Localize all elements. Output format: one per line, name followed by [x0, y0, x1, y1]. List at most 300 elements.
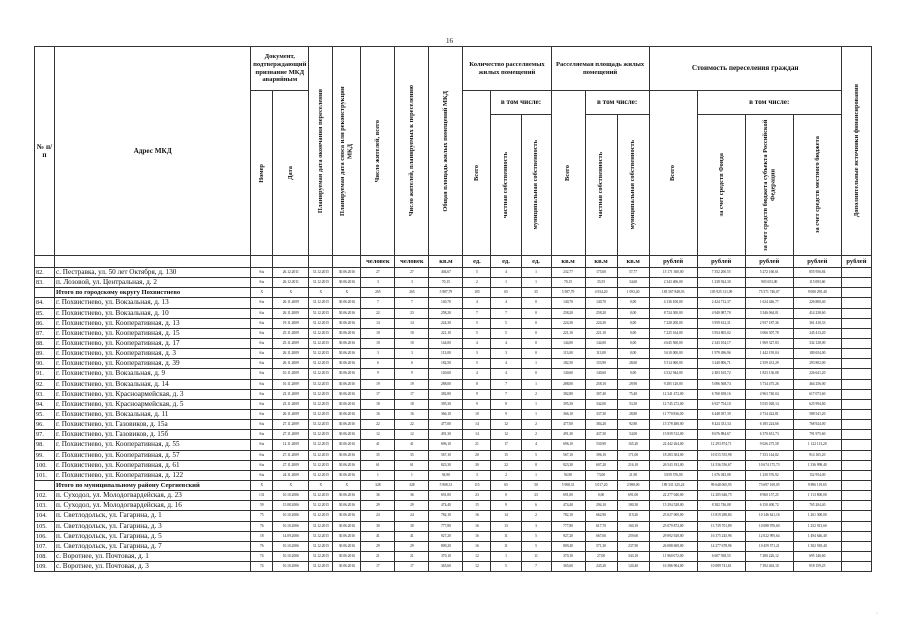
cell-sm: 0,00 [617, 349, 649, 359]
cell-t: 18 283 304,00 [649, 450, 697, 460]
cell-cm: 5 [521, 541, 551, 551]
cell-rp: 17 [395, 389, 429, 399]
cell-date: 26.11.2009 [273, 409, 309, 419]
cell-s: 395,30 [551, 399, 585, 409]
cell-dem: 30.06.2016 [333, 308, 361, 318]
cell-sp: 530,90 [585, 440, 617, 450]
cell-r: 27 [361, 268, 395, 278]
table-row [35, 379, 872, 389]
cell-s: 823,30 [551, 460, 585, 470]
cell-dem: 30.06.2016 [333, 562, 361, 572]
cell-sp: 571,30 [585, 541, 617, 551]
cell-sp: 294,10 [585, 501, 617, 511]
cell-n: 97. [35, 430, 55, 440]
cell-n: 103. [35, 501, 55, 511]
cell-e [841, 399, 871, 409]
unit-cell: рублей [841, 256, 871, 268]
cell-n [35, 288, 55, 298]
cell-e [841, 430, 871, 440]
cell-date: 10.10.2006 [273, 511, 309, 521]
cell-c: 4 [463, 298, 491, 308]
cell-e [841, 369, 871, 379]
cell-l: 414 238,60 [793, 308, 841, 318]
cell-date: 24.11.2009 [273, 470, 309, 480]
cell-a: 691,00 [429, 491, 463, 501]
cell-c: 5 [463, 318, 491, 328]
cell-addr: г. Похвистнево, ул. Кооперативная, д. 57 [55, 450, 251, 460]
cell-dem: 30.06.2016 [333, 420, 361, 430]
cell-sm: 0,00 [617, 369, 649, 379]
cell-rp: 12 [395, 430, 429, 440]
cell-rg: 903 653,00 [745, 278, 793, 288]
cell-l: 332 128,00 [793, 338, 841, 348]
cell-l: 226 641,20 [793, 369, 841, 379]
cell-t: 26 088 608,00 [649, 541, 697, 551]
cell-doc: б/н [251, 460, 273, 470]
cell-cm: 1 [521, 379, 551, 389]
cell-t: 15 171 300,00 [649, 268, 697, 278]
cell-sp: 224,30 [585, 318, 617, 328]
cell-cp: 22 [491, 460, 521, 470]
cell-addr: п. Светлодольск, ул. Гагарина, д. 1 [55, 511, 251, 521]
cell-t: 7 228 200,00 [649, 318, 697, 328]
header-doc-date: Дата [273, 91, 309, 256]
cell-n: 89. [35, 349, 55, 359]
cell-cp: 2 [491, 470, 521, 480]
cell-rp: 10 [395, 328, 429, 338]
cell-end: 31.12.2015 [309, 551, 333, 561]
cell-a: 370,10 [429, 551, 463, 561]
cell-f: 105 925 311,09 [697, 288, 745, 298]
cell-rp: 29 [395, 501, 429, 511]
cell-c: 20 [463, 450, 491, 460]
cell-sm: 343,10 [617, 551, 649, 561]
cell-n: 93. [35, 389, 55, 399]
cell-rg: 7 392 463,10 [745, 562, 793, 572]
cell-cm: 6 [521, 501, 551, 511]
cell-l: 765 204,40 [793, 501, 841, 511]
cell-c: 10 [463, 409, 491, 419]
header-address: Адрес МКД [55, 47, 251, 256]
header-document: Документ, подтверждающий признание МКД аварийным [251, 47, 309, 91]
cell-rg: 5 272 160,61 [745, 268, 793, 278]
cell-addr: г. Похвистнево, ул. Вокзальная, д. 14 [55, 379, 251, 389]
cell-cp: 14 [491, 511, 521, 521]
cell-rg: 5 035 028,14 [745, 399, 793, 409]
cell-l: 293 802,00 [793, 359, 841, 369]
cell-sp: 337,30 [585, 409, 617, 419]
cell-cp: 0 [491, 491, 521, 501]
cell-addr: г. Похвистнево, ул. Кооперативная, д. 15 [55, 328, 251, 338]
cell-end: 31.12.2015 [309, 470, 333, 480]
cell-a: 140,70 [429, 298, 463, 308]
cell-date: 27.11.2009 [273, 420, 309, 430]
cell-c: 9 [463, 389, 491, 399]
cell-l: 1 261 300,00 [793, 511, 841, 521]
units-row [35, 256, 872, 268]
cell-a: 777,80 [429, 521, 463, 531]
cell-cm: 1 [521, 470, 551, 480]
cell-rp: 9 [395, 369, 429, 379]
cell-date: X [273, 480, 309, 490]
cell-dem: 30.06.2016 [333, 349, 361, 359]
cell-cm: 4 [521, 440, 551, 450]
cell-sm: 29,90 [617, 379, 649, 389]
cell-c: 5 [463, 268, 491, 278]
cell-l: 791 975,60 [793, 430, 841, 440]
cell-dem: 30.06.2016 [333, 318, 361, 328]
cell-e [841, 521, 871, 531]
cell-s: 927,20 [551, 531, 585, 541]
table-row [35, 399, 872, 409]
cell-end: 31.12.2015 [309, 450, 333, 460]
cell-end: 31.12.2015 [309, 562, 333, 572]
cell-cm: 50 [521, 480, 551, 490]
cell-a: 809,20 [429, 541, 463, 551]
cell-r: 16 [361, 409, 395, 419]
cell-l: 9 896 119,65 [793, 480, 841, 490]
cell-c: 30 [463, 460, 491, 470]
cell-cp: 65 [491, 288, 521, 298]
cell-doc: б/н [251, 328, 273, 338]
header-area-private: частная собственность [585, 115, 617, 256]
cell-doc: б/н [251, 349, 273, 359]
cell-cm: 5 [521, 450, 551, 460]
unit-cell: рублей [793, 256, 841, 268]
cell-date: 10.10.2006 [273, 551, 309, 561]
cell-doc: б/н [251, 430, 273, 440]
cell-a: 113,00 [429, 349, 463, 359]
cell-r: 22 [361, 308, 395, 318]
table-row [35, 359, 872, 369]
cell-c: 16 [463, 511, 491, 521]
cell-dem: 30.06.2016 [333, 359, 361, 369]
cell-cm: 7 [521, 562, 551, 572]
cell-addr: г. Похвистнево, ул. Кооперативная, д. 39 [55, 359, 251, 369]
cell-addr: г. Похвистнево, ул. Кооперативная, д. 13 [55, 318, 251, 328]
cell-end: 31.12.2015 [309, 531, 333, 541]
cell-t: 4 532 944,00 [649, 369, 697, 379]
cell-cm: 2 [521, 430, 551, 440]
cell-c: 23 [463, 491, 491, 501]
cell-sm: 165,20 [617, 440, 649, 450]
cell-rp: 19 [395, 379, 429, 389]
table-row [35, 308, 872, 318]
table-row [35, 318, 872, 328]
cell-c: 16 [463, 531, 491, 541]
cell-s: 182,50 [551, 359, 585, 369]
cell-addr: п. Суходол, ул. Молодогвардейская, д. 16 [55, 501, 251, 511]
cell-a: 140,60 [429, 369, 463, 379]
cell-l: 918 159,25 [793, 562, 841, 572]
header-cost-regional: за счет средств бюджета субъекта Российской Федерации [745, 115, 793, 256]
header-planned-end: Планируемая дата окончания переселения [309, 47, 333, 256]
cell-l: 180 654,00 [793, 349, 841, 359]
header-cost-total: Всего [649, 91, 697, 256]
cell-e [841, 298, 871, 308]
cell-s: 140,70 [551, 298, 585, 308]
cell-rg: 73 697 169,05 [745, 480, 793, 490]
unit-cell: кв.м [617, 256, 649, 268]
cell-end: 31.12.2015 [309, 359, 333, 369]
table-row [35, 338, 872, 348]
cell-t: 22 442 264,00 [649, 440, 697, 450]
cell-dem: 30.06.2016 [333, 440, 361, 450]
cell-doc: 131 [251, 491, 273, 501]
cell-sm: 53,30 [617, 399, 649, 409]
cell-n: 83. [35, 278, 55, 288]
cell-date: 25.11.2009 [273, 328, 309, 338]
cell-sm: 75,40 [617, 389, 649, 399]
cell-cm: 11 [521, 551, 551, 561]
cell-date: 10.11.2009 [273, 369, 309, 379]
cell-rp: 17 [395, 562, 429, 572]
cell-s: 365,60 [551, 562, 585, 572]
table-row [35, 470, 872, 480]
cell-sp: 3 017,20 [585, 480, 617, 490]
cell-cm: 2 [521, 389, 551, 399]
cell-s: 258,20 [551, 308, 585, 318]
cell-e [841, 338, 871, 348]
cell-sm: 120,40 [617, 562, 649, 572]
cell-s: 221,10 [551, 328, 585, 338]
cell-f: 3 954 805,02 [697, 328, 745, 338]
header-cost-local: за счет средств местного бюджета [793, 115, 841, 256]
cell-s: 140,60 [551, 369, 585, 379]
cell-date: 26.11.2009 [273, 349, 309, 359]
table-row [35, 420, 872, 430]
header-extra: Дополнительные источники финансирования [841, 47, 871, 256]
cell-e [841, 470, 871, 480]
cell-rg: 9 026 275,58 [745, 440, 793, 450]
cell-end: 31.12.2015 [309, 420, 333, 430]
cell-n [35, 480, 55, 490]
cell-doc: б/н [251, 450, 273, 460]
cell-sp: 4 934,20 [585, 288, 617, 298]
cell-rp: 29 [395, 541, 429, 551]
cell-cp: 9 [491, 501, 521, 511]
cell-addr: с. Воротнее, ул. Почтовая, д. 1 [55, 551, 251, 561]
cell-f: 3 240 806,71 [697, 359, 745, 369]
cell-rg: 2 937 187,36 [745, 318, 793, 328]
cell-cm: 2 [521, 511, 551, 521]
cell-addr: г. Похвистнево, ул. Кооперативная, д. 122 [55, 470, 251, 480]
cell-addr: г. Похвистнево, ул. Кооперативная, д. 55 [55, 440, 251, 450]
cell-rp: 16 [395, 409, 429, 419]
cell-l: 855 956,84 [793, 268, 841, 278]
cell-rp: 3 [395, 278, 429, 288]
cell-t: 26 543 192,00 [649, 460, 697, 470]
cell-sp: 221,10 [585, 328, 617, 338]
cell-rg: 1 969 327,83 [745, 338, 793, 348]
cell-dem: 30.06.2016 [333, 409, 361, 419]
table-row [35, 328, 872, 338]
cell-r: 14 [361, 318, 395, 328]
cell-f: 6 927 754,10 [697, 399, 745, 409]
cell-cm: 0 [521, 349, 551, 359]
cell-cm: 0 [521, 298, 551, 308]
cell-sm: 0,00 [617, 308, 649, 318]
cell-a: 404,67 [429, 268, 463, 278]
cell-rp: 30 [395, 521, 429, 531]
cell-t: 29 892 928,00 [649, 531, 697, 541]
cell-n: 101. [35, 470, 55, 480]
table-row [35, 460, 872, 470]
cell-dem: 30.06.2016 [333, 328, 361, 338]
header-num: № п/п [35, 47, 55, 256]
cell-doc: б/н [251, 318, 273, 328]
cell-s: 691,00 [551, 491, 585, 501]
cell-doc: 18 [251, 531, 273, 541]
cell-e [841, 349, 871, 359]
cell-c: 7 [463, 308, 491, 318]
cell-f: 1 979 496,96 [697, 349, 745, 359]
cell-end: 31.12.2015 [309, 541, 333, 551]
cell-date: 27.11.2009 [273, 460, 309, 470]
cell-s: 288,00 [551, 379, 585, 389]
cell-date: 10.10.2006 [273, 491, 309, 501]
cell-addr: г. Похвистнево, ул. Вокзальная, д. 13 [55, 298, 251, 308]
cell-a: 5 908,31 [429, 480, 463, 490]
cell-s: 94,90 [551, 470, 585, 480]
cell-t: 16 386 904,00 [649, 562, 697, 572]
cell-a: 395,30 [429, 399, 463, 409]
cell-a: 5 987,79 [429, 288, 463, 298]
cell-rg: 7 280 226,12 [745, 551, 793, 561]
cell-rp: 23 [395, 308, 429, 318]
cell-e [841, 541, 871, 551]
cell-doc: 75 [251, 511, 273, 521]
cell-rg: 12 022 995,64 [745, 531, 793, 541]
unit-cell: рублей [649, 256, 697, 268]
cell-sm: 0,00 [617, 298, 649, 308]
cell-cm: 3 [521, 521, 551, 531]
cell-n: 86. [35, 318, 55, 328]
cell-c: 3 [463, 349, 491, 359]
cell-sp: 342,00 [585, 399, 617, 409]
cell-sp: 113,00 [585, 349, 617, 359]
cell-f: 12 205 646,75 [697, 491, 745, 501]
cell-f: 2 424 712,37 [697, 298, 745, 308]
header-cost-fund: за счет средств Фонда [697, 115, 745, 256]
cell-date: 26.11.2009 [273, 298, 309, 308]
cell-addr: п. Светлодольск, ул. Гагарина, д. 3 [55, 521, 251, 531]
cell-sm: 180,30 [617, 501, 649, 511]
cell-l: 245 413,20 [793, 328, 841, 338]
cell-n: 102. [35, 491, 55, 501]
cell-a: 477,00 [429, 420, 463, 430]
cell-dem: 30.06.2016 [333, 369, 361, 379]
cell-dem: X [333, 480, 361, 490]
cell-cp: 9 [491, 409, 521, 419]
cell-l: 226 800,40 [793, 298, 841, 308]
cell-rg: 3 734 475,26 [745, 379, 793, 389]
relocation-table [34, 46, 872, 572]
cell-r: 35 [361, 450, 395, 460]
cell-a: 696,10 [429, 440, 463, 450]
cell-t: 3 610 000,00 [649, 349, 697, 359]
cell-t: 15 294 528,00 [649, 501, 697, 511]
cell-date: 10.10.2006 [273, 562, 309, 572]
header-cost-group: Стоимость переселения граждан [649, 47, 841, 91]
cell-end: 31.12.2015 [309, 511, 333, 521]
cell-addr: г. Похвистнево, ул. Красноармейская, д. 5 [55, 399, 251, 409]
cell-n: 82. [35, 268, 55, 278]
cell-s: 370,10 [551, 551, 585, 561]
table-row [35, 541, 872, 551]
unit-cell: ед. [491, 256, 521, 268]
table-row [35, 268, 872, 278]
cell-l: 1 336 998,40 [793, 460, 841, 470]
header-area-group: Расселяемая площадь жилых помещений [551, 47, 649, 91]
cell-f: 7 352 200,55 [697, 268, 745, 278]
cell-r: 3 [361, 349, 395, 359]
cell-n: 88. [35, 338, 55, 348]
cell-t: 22 277 040,00 [649, 491, 697, 501]
cell-sm: 171,00 [617, 450, 649, 460]
cell-date: 19.11.2009 [273, 318, 309, 328]
cell-e [841, 379, 871, 389]
cell-f: 14 536 556,67 [697, 460, 745, 470]
cell-doc: X [251, 288, 273, 298]
cell-cp: 7 [491, 308, 521, 318]
cell-r: 21 [361, 551, 395, 561]
cell-dem: 30.06.2016 [333, 541, 361, 551]
header-residents: Число жителей, всего [361, 47, 395, 256]
cell-e [841, 511, 871, 521]
cell-e [841, 562, 871, 572]
cell-t: 8 724 300,00 [649, 308, 697, 318]
cell-doc: б/н [251, 389, 273, 399]
cell-c: 16 [463, 541, 491, 551]
cell-cm: 1 [521, 409, 551, 419]
cell-rp: 265 [395, 288, 429, 298]
cell-doc: б/н [251, 399, 273, 409]
cell-rp: 10 [395, 338, 429, 348]
cell-f: 10 089 741,61 [697, 562, 745, 572]
cell-sp: 258,20 [585, 308, 617, 318]
cell-sp: 140,70 [585, 298, 617, 308]
cell-t: 25 079 872,00 [649, 521, 697, 531]
cell-date: 14.09.2006 [273, 531, 309, 541]
cell-t: 11 960 072,00 [649, 551, 697, 561]
cell-rp: 41 [395, 531, 429, 541]
cell-c: 15 [463, 501, 491, 511]
cell-dem: 30.06.2016 [333, 430, 361, 440]
cell-sp: 140,60 [585, 369, 617, 379]
cell-f: 8 424 331,34 [697, 420, 745, 430]
cell-doc: б/н [251, 278, 273, 288]
cell-doc: б/н [251, 379, 273, 389]
cell-cp: 3 [491, 349, 521, 359]
cell-e [841, 440, 871, 450]
cell-a: 288,00 [429, 379, 463, 389]
cell-rp: 24 [395, 511, 429, 521]
cell-doc: 76 [251, 541, 273, 551]
table-row [35, 278, 872, 288]
cell-doc: 76 [251, 521, 273, 531]
cell-l: 115 083,60 [793, 278, 841, 288]
cell-a: 474,40 [429, 501, 463, 511]
cell-f: 12 293 874,71 [697, 440, 745, 450]
cell-end: 31.12.2015 [309, 278, 333, 288]
table-row [35, 409, 872, 419]
cell-end: 31.12.2015 [309, 430, 333, 440]
table-row [35, 551, 872, 561]
header-cost-incl: в том числе: [697, 91, 841, 115]
cell-doc: 74 [251, 551, 273, 561]
cell-end: 31.12.2015 [309, 460, 333, 470]
